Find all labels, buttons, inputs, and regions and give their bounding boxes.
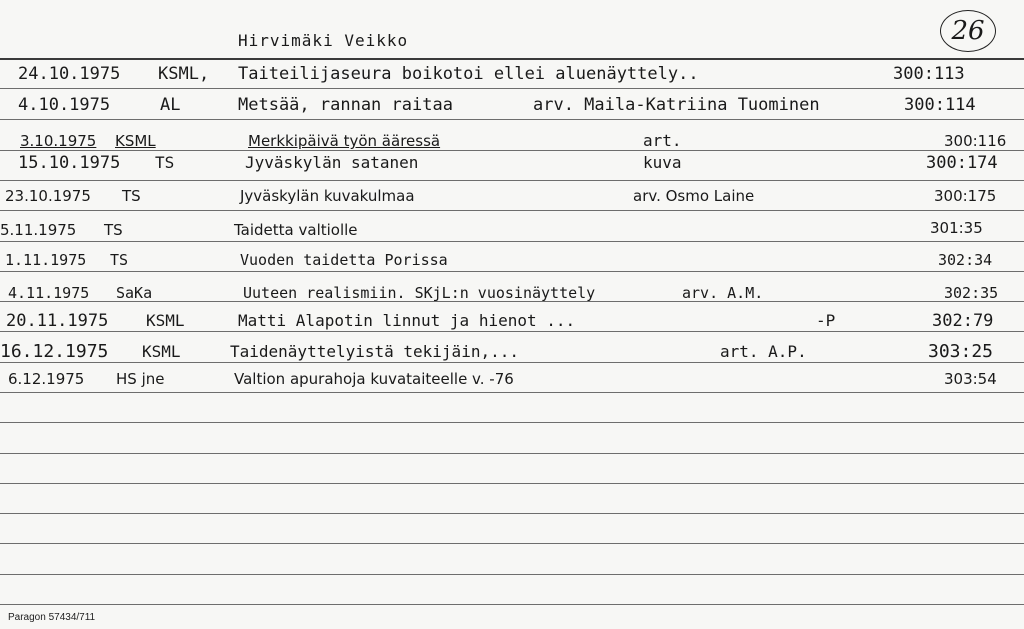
entry-note: arv. Osmo Laine (633, 187, 755, 205)
rule-line (0, 483, 1024, 484)
rule-line (0, 331, 1024, 332)
rule-line (0, 180, 1024, 181)
card-name: Hirvimäki Veikko (238, 31, 409, 50)
entry-date: 23.10.1975 (5, 187, 91, 205)
rule-line (0, 574, 1024, 575)
entry-publication: KSML (142, 342, 181, 361)
card-number: 26 (951, 16, 985, 46)
entry-publication: TS (155, 153, 175, 172)
entry-date: 20.11.1975 (6, 311, 109, 331)
entry-reference: 300:174 (926, 153, 998, 173)
rule-line (0, 271, 1024, 272)
entry-title: Valtion apurahoja kuvataiteelle v. -76 (234, 370, 514, 388)
entry-title: Taidetta valtiolle (234, 221, 358, 239)
entry-publication: TS (110, 251, 129, 269)
entry-reference: 303:54 (944, 370, 997, 388)
entry-date: 5.11.1975 (0, 221, 77, 239)
rule-line (0, 362, 1024, 363)
entry-note: -P (816, 311, 836, 330)
entry-publication: KSML (146, 311, 185, 330)
rule-line (0, 241, 1024, 242)
rule-line (0, 119, 1024, 120)
entry-reference: 302:34 (938, 251, 993, 269)
entry-reference: 301:35 (930, 219, 983, 237)
rule-line (0, 604, 1024, 605)
rule-line (0, 453, 1024, 454)
entry-publication: HS jne (116, 370, 165, 388)
entry-title: Merkkipäivä työn ääressä (248, 132, 441, 150)
entry-publication: KSML, (158, 64, 210, 84)
entry-publication: TS (104, 221, 123, 239)
entry-date: 4.10.1975 (18, 95, 111, 115)
entry-date: 3.10.1975 (20, 132, 97, 150)
rule-line (0, 88, 1024, 89)
entry-date: 6.12.1975 (8, 370, 85, 388)
entry-reference: 300:175 (934, 187, 997, 205)
entry-note: arv. A.M. (682, 284, 764, 302)
rule-line (0, 543, 1024, 544)
entry-publication: SaKa (116, 284, 153, 302)
entry-title: Uuteen realismiin. SKjL:n vuosinäyttely (243, 284, 596, 302)
entry-date: 24.10.1975 (18, 64, 121, 84)
card-footer-print: Paragon 57434/711 (8, 612, 96, 623)
entry-publication: TS (122, 187, 141, 205)
entry-date: 1.11.1975 (5, 251, 87, 269)
entry-publication: KSML (115, 132, 156, 150)
entry-title: Jyväskylän satanen (245, 153, 419, 172)
entry-title: Taidenäyttelyistä tekijäin,... (230, 342, 519, 361)
rule-line (0, 392, 1024, 393)
entry-date: 15.10.1975 (18, 153, 121, 173)
entry-note: arv. Maila-Katriina Tuominen (533, 95, 820, 115)
entry-reference: 302:79 (932, 311, 994, 331)
entry-title: Vuoden taidetta Porissa (240, 251, 448, 269)
rule-line (0, 58, 1024, 60)
entry-date: 16.12.1975 (0, 341, 109, 362)
entry-note: kuva (643, 153, 682, 172)
entry-title: Taiteilijaseura boikotoi ellei aluenäyttely.. (238, 64, 699, 84)
card-number-circle (940, 10, 996, 52)
entry-date: 4.11.1975 (8, 284, 90, 302)
entry-reference: 300:116 (944, 132, 1007, 150)
rule-line (0, 422, 1024, 423)
entry-reference: 302:35 (944, 284, 999, 302)
entry-reference: 300:114 (904, 95, 976, 115)
rule-line (0, 150, 1024, 151)
rule-line (0, 513, 1024, 514)
entry-title: Metsää, rannan raitaa (238, 95, 453, 115)
entry-reference: 303:25 (928, 341, 994, 362)
entry-note: art. (643, 131, 682, 150)
entry-publication: AL (160, 95, 181, 115)
entry-title: Matti Alapotin linnut ja hienot ... (238, 311, 576, 330)
entry-reference: 300:113 (893, 64, 965, 84)
entry-title: Jyväskylän kuvakulmaa (240, 187, 415, 205)
rule-line (0, 210, 1024, 211)
entry-note: art. A.P. (720, 342, 807, 361)
